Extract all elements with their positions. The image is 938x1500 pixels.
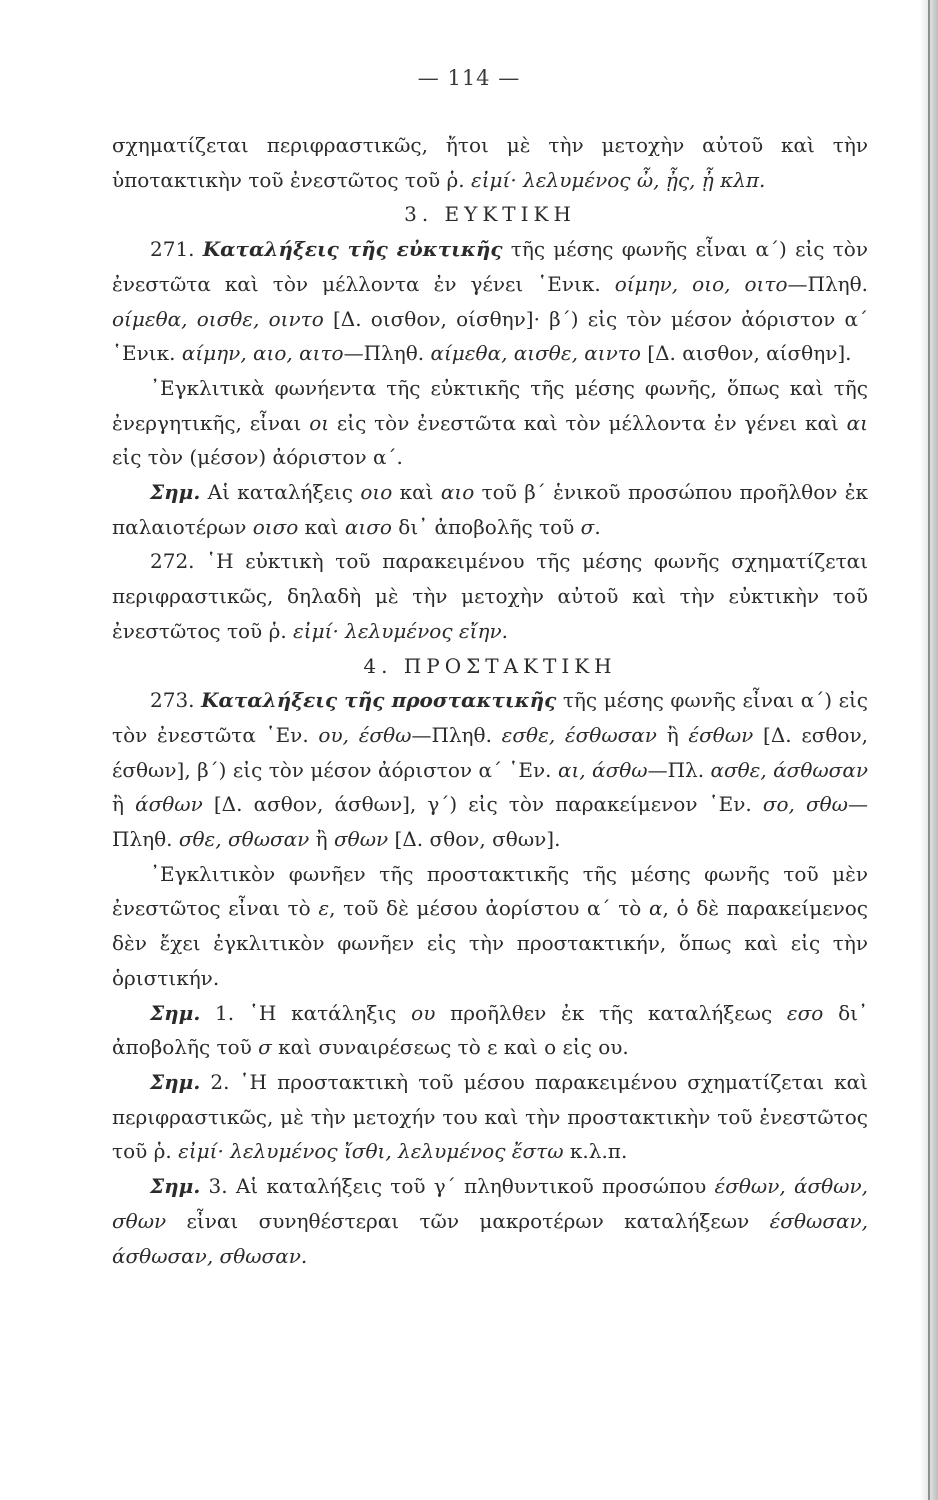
- paragraph: 271. Καταλήξεις τῆς εὐκτικῆς τῆς μέσης φωνῆς εἶναι α΄) εἰς τὸν ἐνεστῶτα καὶ τὸν μέλλοντα ἐν γένει ῾Ενικ. οίμην, οιο, οιτο—Πληθ. οίμεθα, οισθε, οιντο [Δ. οισθον, οίσθην]· β΄) εἰς τὸν μέσον ἀόριστον α΄ ῾Ενικ. αίμην, αιο, αιτο—Πληθ. αίμεθα, αισθε, αιντο [Δ. αισθον, αίσθην].: [112, 237, 869, 366]
- page-body: [112, 128, 868, 1273]
- paragraph: ᾿Εγκλιτικὰ φωνήεντα τῆς εὐκτικῆς τῆς μέσης φωνῆς, ὅπως καὶ τῆς ἐνεργητικῆς, εἶναι οι εἰς τὸν ἐνεστῶτα καὶ τὸν μέλλοντα ἐν γένει καὶ αι εἰς τὸν (μέσον) ἀόριστον α΄.: [112, 375, 868, 470]
- paragraph: 272. ῾Η εὐκτικὴ τοῦ παρακειμένου τῆς μέσης φωνῆς σχηματίζεται περιφραστικῶς, δηλαδὴ μὲ τὴν μετοχὴν αὐτοῦ καὶ τὴν εὐκτικὴν τοῦ ἐνεστῶτος τοῦ ῥ. εἰμί· λελυμένος εἴην.: [112, 549, 868, 643]
- section-heading: 4. ΠΡΟΣΤΑΚΤΙΚΗ: [363, 653, 617, 678]
- paragraph: ᾿Εγκλιτικὸν φωνῆεν τῆς προστακτικῆς τῆς μέσης φωνῆς τοῦ μὲν ἐνεστῶτος εἶναι τὸ ε, τοῦ δὲ μέσου ἀορίστου α΄ τὸ α, ὁ δὲ παρακείμενος δὲν ἔχει ἐγκλιτικὸν φωνῆεν εἰς τὴν προστακτικήν, ὅπως καὶ εἰς τὴν ὁριστικήν.: [112, 861, 868, 990]
- paragraph: Σημ. 1. ῾Η κατάληξις ου προῆλθεν ἐκ τῆς καταλήξεως εσο δι᾿ ἀποβολῆς τοῦ σ καὶ συναιρέσεως τὸ ε καὶ ο εἰς ου.: [112, 1000, 868, 1060]
- page-edge-shadow: [920, 0, 938, 1500]
- section-heading: 3. ΕΥΚΤΙΚΗ: [404, 202, 576, 227]
- paragraph: σχηματίζεται περιφραστικῶς, ἤτοι μὲ τὴν μετοχὴν αὐτοῦ καὶ τὴν ὑποτακτικὴν τοῦ ἐνεστῶτος τοῦ ῥ. εἰμί· λελυμένος ὦ, ᾖς, ᾖ κλπ.: [112, 133, 868, 192]
- paragraph: 273. Καταλήξεις τῆς προστακτικῆς τῆς μέσης φωνῆς εἶναι α΄) εἰς τὸν ἐνεστῶτα ῾Εν. ου, έσθω—Πληθ. εσθε, έσθωσαν ἢ έσθων [Δ. εσθον, έσθων], β΄) εἰς τὸν μέσον ἀόριστον α΄ ῾Εν. αι, άσθω—Πλ. ασθε, άσθωσαν ἢ άσθων [Δ. ασθον, άσθων], γ΄) εἰς τὸν παρακείμενον ῾Εν. σο, σθω—Πληθ. σθε, σθωσαν ἢ σθων [Δ. σθον, σθων].: [112, 688, 869, 852]
- page-number: — 114 —: [417, 66, 521, 90]
- paragraph: Σημ. 3. Αἱ καταλήξεις τοῦ γ΄ πληθυντικοῦ προσώπου έσθων, άσθων, σθων εἶναι συνηθέστεραι τῶν μακροτέρων καταλήξεων έσθωσαν, άσθωσαν, σθωσαν.: [112, 1174, 868, 1268]
- paragraph: Σημ. Αἱ καταλήξεις οιο καὶ αιο τοῦ β΄ ἑνικοῦ προσώπου προῆλθον ἐκ παλαιοτέρων οισο καὶ αισο δι᾿ ἀποβολῆς τοῦ σ.: [112, 480, 868, 539]
- paragraph: Σημ. 2. ῾Η προστακτικὴ τοῦ μέσου παρακειμένου σχηματίζεται καὶ περιφραστικῶς, μὲ τὴν μετοχήν του καὶ τὴν προστακτικὴν τοῦ ἐνεστῶτος τοῦ ῥ. εἰμί· λελυμένος ἴσθι, λελυμένος ἔστω κ.λ.π.: [112, 1069, 868, 1164]
